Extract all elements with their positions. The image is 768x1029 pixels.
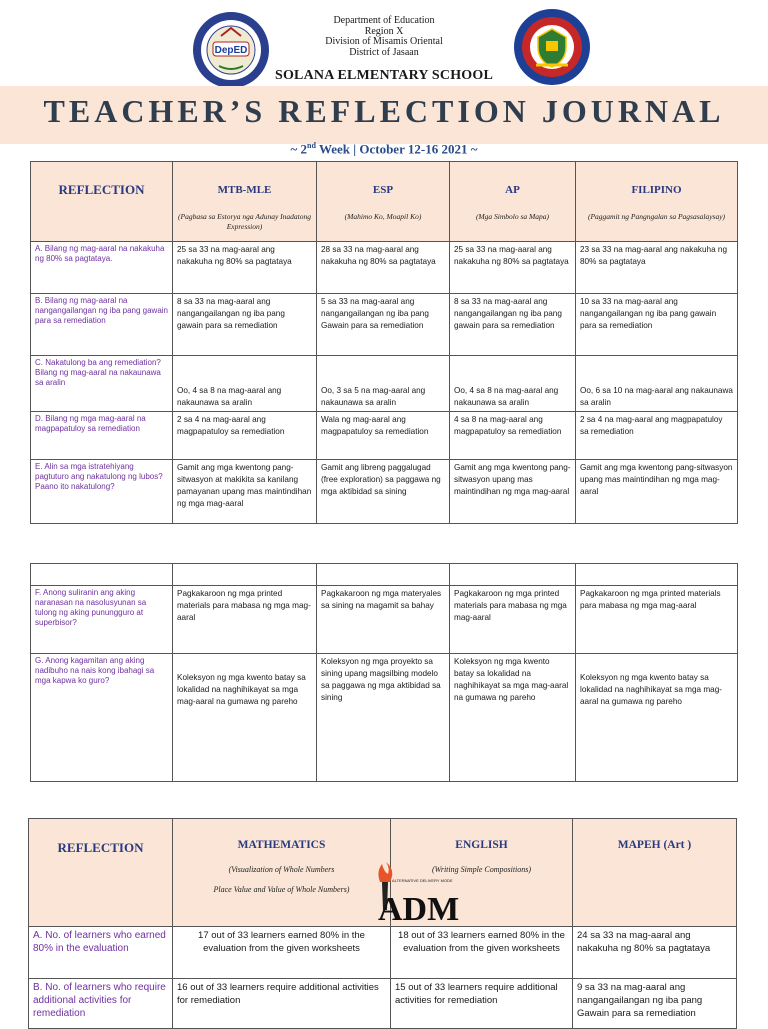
header-line-district: District of Jasaan bbox=[349, 46, 419, 58]
table-row bbox=[31, 460, 738, 524]
empty-cell bbox=[31, 564, 173, 586]
table-row bbox=[31, 356, 738, 412]
table2-empty-header-row bbox=[31, 564, 738, 586]
table-cell: 15 out of 33 learners require additional activities for remediation bbox=[391, 979, 573, 1029]
subject-name: MATHEMATICS bbox=[237, 839, 326, 851]
table-cell: 9 sa 33 na mag-aaral ang nangangailangan ng iba pang Gawain para sa remediation bbox=[573, 979, 737, 1029]
subject-topic: (Mahimo Ko, Moapil Ko) bbox=[344, 212, 422, 221]
table-cell: 25 sa 33 na mag-aaral ang nakakuha ng 80% sa pagtataya bbox=[173, 242, 317, 294]
table3-reflection-header bbox=[29, 819, 173, 927]
adm-tagline: ALTERNATIVE DELIVERY MODE bbox=[392, 878, 453, 883]
table-cell: 4 sa 8 na mag-aaral ang magpapatuloy sa remediation bbox=[450, 412, 576, 460]
table-cell: 8 sa 33 na mag-aaral ang nangangailangan ng iba pang gawain para sa remediation bbox=[450, 294, 576, 356]
table-cell: Oo, 3 sa 5 na mag-aaral ang nakaunawa sa aralin bbox=[317, 356, 450, 412]
subject-topic: (Mga Simbolo sa Mapa) bbox=[475, 212, 550, 221]
adm-text: ADM bbox=[378, 891, 460, 928]
subject-topic-line: (Visualization of Whole Numbers bbox=[228, 865, 335, 874]
table-row bbox=[29, 927, 737, 979]
subject-name: FILIPINO bbox=[631, 184, 682, 196]
table-row bbox=[29, 979, 737, 1029]
table-cell: 17 out of 33 learners earned 80% in the evaluation from the given worksheets bbox=[173, 927, 391, 979]
reflection-label: REFLECTION bbox=[58, 182, 145, 197]
subject-topic-line: Place Value and Value of Whole Numbers) bbox=[213, 885, 350, 894]
header-line-region: Region X bbox=[364, 25, 404, 37]
subject-name: ENGLISH bbox=[455, 839, 508, 851]
table-cell: Wala ng mag-aaral ang magpapatuloy sa remediation bbox=[317, 412, 450, 460]
table-row bbox=[31, 242, 738, 294]
header-lines bbox=[0, 16, 768, 58]
week-label bbox=[0, 141, 768, 157]
subject-header-ap bbox=[450, 162, 576, 242]
table1-reflection-header bbox=[31, 162, 173, 242]
row-label: C. Nakatulong ba ang remediation? Bilang ng mag-aaral na nakaunawa sa aralin bbox=[31, 356, 173, 412]
table-cell: Pagkakaroon ng mga printed materials para mabasa ng mga mag-aaral bbox=[173, 586, 317, 654]
table-cell: Koleksyon ng mga proyekto sa sining upang magsilbing modelo sa paggawa ng mga aktibidad sa sining bbox=[317, 654, 450, 782]
empty-cell bbox=[173, 564, 317, 586]
reflection-table-1 bbox=[30, 161, 738, 524]
table-cell: Pagkakaroon ng mga materyales sa sining na magamit sa bahay bbox=[317, 586, 450, 654]
table-row bbox=[31, 412, 738, 460]
subject-header-esp bbox=[317, 162, 450, 242]
week-suffix: Week | October 12-16 2021 ~ bbox=[315, 141, 478, 157]
subject-name: ESP bbox=[372, 184, 394, 196]
subject-header-mathematics bbox=[173, 819, 391, 927]
subject-name: MTB-MLE bbox=[217, 184, 272, 196]
reflection-table-2 bbox=[30, 563, 738, 782]
reflection-label: REFLECTION bbox=[57, 840, 144, 855]
table-cell: Koleksyon ng mga kwento batay sa lokalidad na naghihikayat sa mga mag-aaral na gumawa ng pareho bbox=[173, 654, 317, 782]
subject-header-mtb bbox=[173, 162, 317, 242]
row-label: A. No. of learners who earned 80% in the evaluation bbox=[29, 927, 173, 979]
table-cell: Gamit ang mga kwentong pang-sitwasyon upang mas maintindihan ng mga mag-aaral bbox=[576, 460, 738, 524]
row-label: F. Anong suliranin ang aking naranasan na nasolusyunan sa tulong ng aking punungguro at superbisor? bbox=[31, 586, 173, 654]
table-cell: 8 sa 33 na mag-aaral ang nangangailangan ng iba pang gawain para sa remediation bbox=[173, 294, 317, 356]
table-cell: Koleksyon ng mga kwento batay sa lokalidad na naghihikayat sa mga mag-aaral na gumawa ng pareho bbox=[576, 654, 738, 782]
table-cell: Oo, 6 sa 10 na mag-aaral ang nakaunawa sa aralin bbox=[576, 356, 738, 412]
empty-cell bbox=[576, 564, 738, 586]
table-cell: Gamit ang mga kwentong pang-sitwasyon at makikita sa kanilang pamayanan upang mas maintindihan ng mga mag-aaral bbox=[173, 460, 317, 524]
table-cell: Pagkakaroon ng mga printed materials para mabasa ng mga mag-aaral bbox=[576, 586, 738, 654]
table-cell: 10 sa 33 na mag-aaral ang nangangailangan ng iba pang gawain para sa remediation bbox=[576, 294, 738, 356]
table-cell: 2 sa 4 na mag-aaral ang magpapatuloy sa remediation bbox=[576, 412, 738, 460]
table-cell: 28 sa 33 na mag-aaral ang nakakuha ng 80% sa pagtataya bbox=[317, 242, 450, 294]
week-prefix: ~ 2 bbox=[290, 141, 308, 157]
subject-header-mapeh bbox=[573, 819, 737, 927]
table-cell: 2 sa 4 na mag-aaral ang magpapatuloy sa remediation bbox=[173, 412, 317, 460]
table-cell: Gamit ang mga kwentong pang-sitwasyon upang mas maintindihan ng mga mag-aaral bbox=[450, 460, 576, 524]
row-label: A. Bilang ng mag-aaral na nakakuha ng 80% sa pagtataya. bbox=[31, 242, 173, 294]
table-cell: 18 out of 33 learners earned 80% in the evaluation from the given worksheets bbox=[391, 927, 573, 979]
table-row bbox=[31, 294, 738, 356]
table-cell: 24 sa 33 na mag-aaral ang nakakuha ng 80% sa pagtataya bbox=[573, 927, 737, 979]
row-label: B. No. of learners who require additional activities for remediation bbox=[29, 979, 173, 1029]
journal-title: TEACHER’S REFLECTION JOURNAL bbox=[43, 93, 725, 129]
table1-header-row bbox=[31, 162, 738, 242]
school-name: SOLANA ELMENTARY SCHOOL bbox=[274, 68, 494, 83]
table-cell: Pagkakaroon ng mga printed materials para mabasa ng mga mag-aaral bbox=[450, 586, 576, 654]
row-label: D. Bilang ng mga mag-aaral na magpapatuloy sa remediation bbox=[31, 412, 173, 460]
adm-logo-icon bbox=[370, 862, 460, 928]
table-cell: 25 sa 33 na mag-aaral ang nakakuha ng 80% sa pagtataya bbox=[450, 242, 576, 294]
table-cell: Koleksyon ng mga kwento batay sa lokalidad na naghihikayat sa mga mag-aaral na gumawa ng pareho bbox=[450, 654, 576, 782]
empty-cell bbox=[317, 564, 450, 586]
table-cell: 23 sa 33 na mag-aaral ang nakakuha ng 80% sa pagtataya bbox=[576, 242, 738, 294]
table-cell: 16 out of 33 learners require additional activities for remediation bbox=[173, 979, 391, 1029]
table-cell: Gamit ang libreng paggalugad (free exploration) sa paggawa ng mga aktibidad sa sining bbox=[317, 460, 450, 524]
subject-topic: (Pagbasa sa Estorya nga Adunay Inadatong Expression) bbox=[178, 212, 311, 231]
week-sup: nd bbox=[307, 141, 316, 150]
document-header bbox=[0, 0, 768, 86]
table-cell: Oo, 4 sa 8 na mag-aaral ang nakaunawa sa aralin bbox=[173, 356, 317, 412]
subject-header-filipino bbox=[576, 162, 738, 242]
table-cell: 5 sa 33 na mag-aaral ang nangangailangan ng iba pang Gawain para sa remediation bbox=[317, 294, 450, 356]
header-line-division: Division of Misamis Oriental bbox=[325, 36, 443, 47]
subject-topic bbox=[177, 860, 386, 900]
table-row bbox=[31, 654, 738, 782]
row-label: B. Bilang ng mag-aaral na nangangailangan ng iba pang gawain para sa remediation bbox=[31, 294, 173, 356]
subject-name: MAPEH (Art ) bbox=[617, 839, 692, 851]
subject-topic: (Writing Simple Compositions) bbox=[431, 865, 532, 874]
header-line-department: Department of Education bbox=[333, 15, 435, 26]
subject-name: AP bbox=[505, 184, 520, 196]
table-cell: Oo, 4 sa 8 na mag-aaral ang nakaunawa sa aralin bbox=[450, 356, 576, 412]
table-row bbox=[31, 586, 738, 654]
empty-cell bbox=[450, 564, 576, 586]
row-label: G. Anong kagamitan ang aking nadibuho na nais kong ibahagi sa mga kapwa ko guro? bbox=[31, 654, 173, 782]
svg-text:DepED: DepED bbox=[214, 45, 248, 56]
subject-topic: (Paggamit ng Pangngalan sa Pagsasalaysay) bbox=[587, 212, 726, 221]
row-label: E. Alin sa mga istratehiyang pagtuturo ang nakatulong ng lubos? Paano ito nakatulong? bbox=[31, 460, 173, 524]
